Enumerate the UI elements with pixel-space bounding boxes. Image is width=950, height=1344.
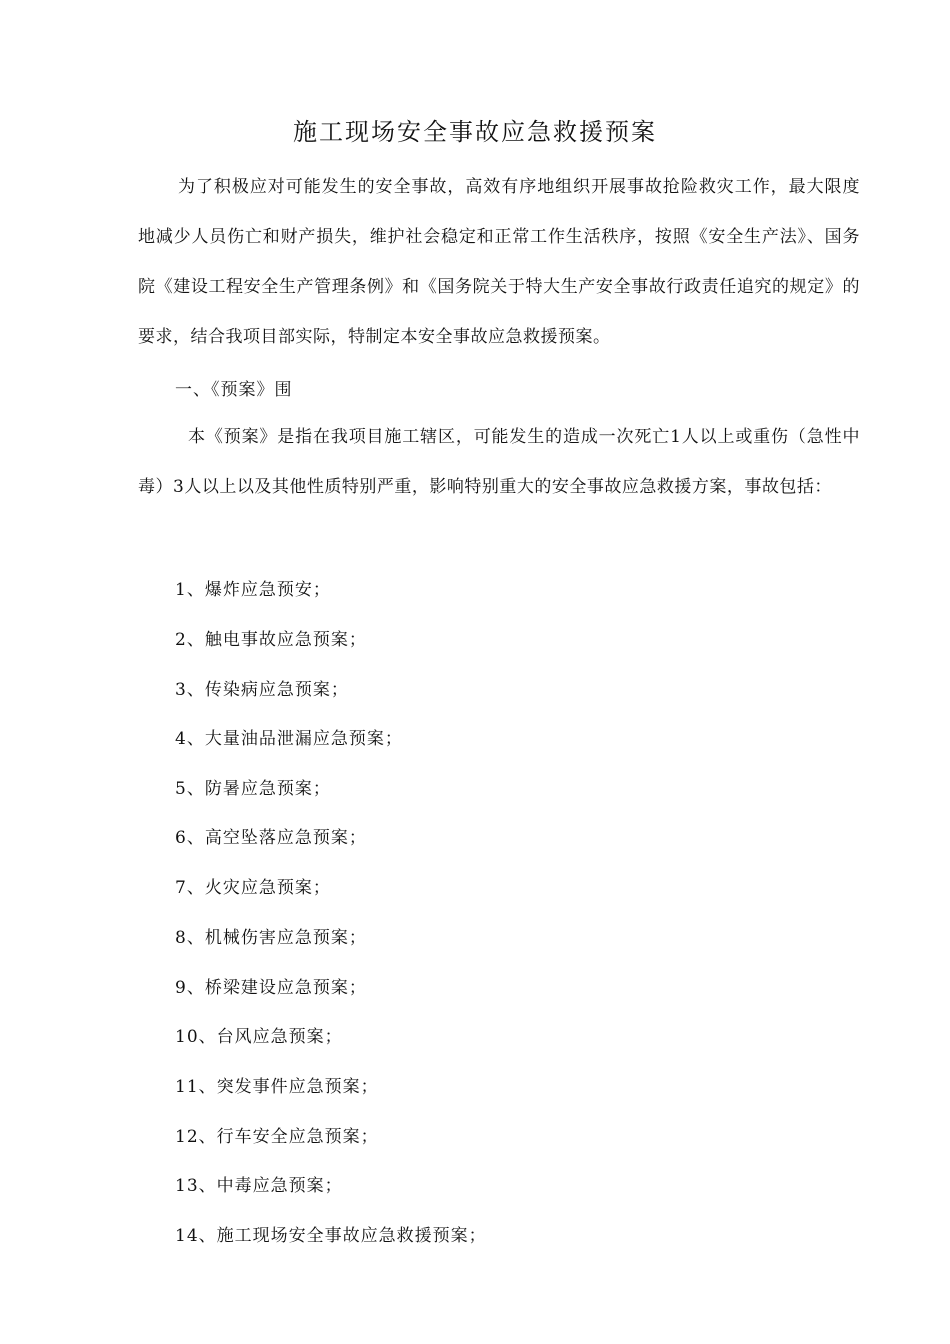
scope-paragraph: 本《预案》是指在我项目施工辖区，可能发生的造成一次死亡1人以上或重伤（急性中毒）3人以上以及其他性质特别严重，影响特别重大的安全事故应急救援方案，事故包括： (138, 427, 860, 497)
list-item: 9、桥梁建设应急预案； (175, 978, 367, 998)
list-item: 11、突发事件应急预案； (175, 1077, 379, 1097)
list-item: 6、高空坠落应急预案； (175, 828, 367, 848)
list-item: 2、触电事故应急预案； (175, 630, 367, 650)
list-item: 12、行车安全应急预案； (175, 1127, 379, 1147)
list-item: 1、爆炸应急预安； (175, 580, 331, 600)
section-heading: 一、《预案》围 (175, 380, 293, 400)
list-item: 4、大量油品泄漏应急预案； (175, 729, 403, 749)
document-title: 施工现场安全事故应急救援预案 (293, 118, 657, 146)
list-item: 8、机械伤害应急预案； (175, 928, 367, 948)
list-item: 5、防暑应急预案； (175, 779, 331, 799)
list-item: 14、施工现场安全事故应急救援预案； (175, 1226, 487, 1246)
list-item: 3、传染病应急预案； (175, 680, 349, 700)
list-item: 10、台风应急预案； (175, 1027, 343, 1047)
intro-paragraph: 为了积极应对可能发生的安全事故，高效有序地组织开展事故抢险救灾工作，最大限度地减少人员伤亡和财产损失，维护社会稳定和正常工作生活秩序，按照《安全生产法》、国务院《建设工程安全生产管理条例》和《国务院关于特大生产安全事故行政责任追究的规定》的要求，结合我项目部实际，特制定本安全事故应急救援预案。 (138, 177, 860, 347)
list-item: 13、中毒应急预案； (175, 1176, 343, 1196)
list-item: 7、火灾应急预案； (175, 878, 331, 898)
